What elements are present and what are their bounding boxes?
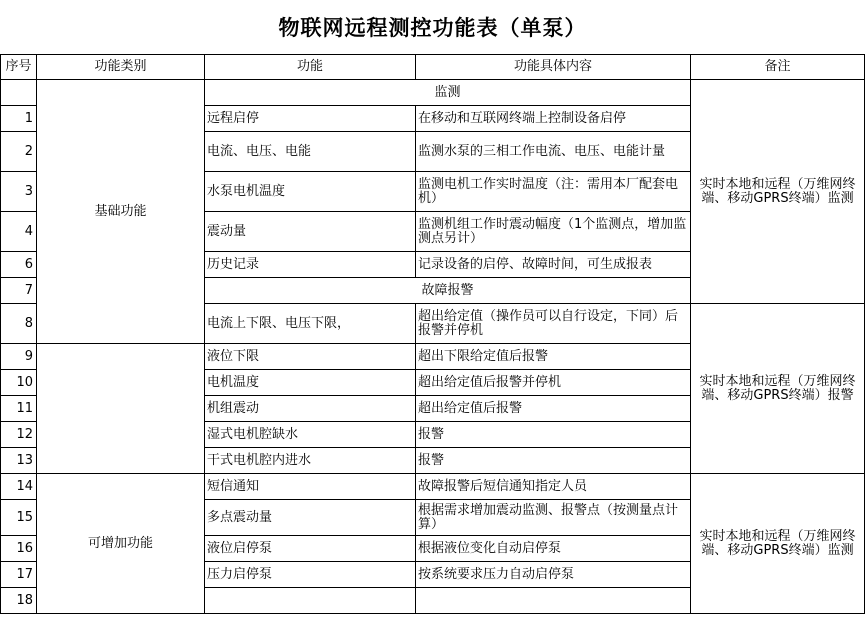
header-detail: 功能具体内容 <box>416 55 691 80</box>
function-table <box>0 54 865 614</box>
function-cell: 液位下限 <box>205 344 416 370</box>
category-basic-cont <box>37 344 205 474</box>
category-extra: 可增加功能 <box>37 474 205 614</box>
function-cell: 电机温度 <box>205 370 416 396</box>
remark-extra: 实时本地和远程（万维网终端、移动GPRS终端）监测 <box>691 474 865 614</box>
function-cell: 干式电机腔内进水 <box>205 448 416 474</box>
detail-cell: 根据需求增加震动监测、报警点（按测量点计算） <box>416 500 691 536</box>
function-cell: 液位启停泵 <box>205 536 416 562</box>
function-cell: 远程启停 <box>205 106 416 132</box>
detail-cell: 故障报警后短信通知指定人员 <box>416 474 691 500</box>
seq-cell: 10 <box>1 370 37 396</box>
function-cell: 短信通知 <box>205 474 416 500</box>
seq-cell: 7 <box>1 278 37 304</box>
seq-cell <box>1 80 37 106</box>
detail-cell <box>416 588 691 614</box>
seq-cell: 4 <box>1 212 37 252</box>
function-cell: 多点震动量 <box>205 500 416 536</box>
seq-cell: 3 <box>1 172 37 212</box>
seq-cell: 6 <box>1 252 37 278</box>
category-basic: 基础功能 <box>37 80 205 344</box>
detail-cell: 监测机组工作时震动幅度（1个监测点，增加监测点另计） <box>416 212 691 252</box>
table-row <box>1 474 865 500</box>
seq-cell: 18 <box>1 588 37 614</box>
detail-cell: 监测电机工作实时温度（注：需用本厂配套电机） <box>416 172 691 212</box>
detail-cell: 根据液位变化自动启停泵 <box>416 536 691 562</box>
section-alarm: 故障报警 <box>205 278 691 304</box>
detail-cell: 超出下限给定值后报警 <box>416 344 691 370</box>
seq-cell: 15 <box>1 500 37 536</box>
detail-cell: 超出给定值（操作员可以自行设定，下同）后报警并停机 <box>416 304 691 344</box>
header-category: 功能类别 <box>37 55 205 80</box>
detail-cell: 报警 <box>416 422 691 448</box>
seq-cell: 12 <box>1 422 37 448</box>
detail-cell: 按系统要求压力自动启停泵 <box>416 562 691 588</box>
seq-cell: 1 <box>1 106 37 132</box>
seq-cell: 11 <box>1 396 37 422</box>
header-remark: 备注 <box>691 55 865 80</box>
detail-cell: 监测水泵的三相工作电流、电压、电能计量 <box>416 132 691 172</box>
seq-cell: 17 <box>1 562 37 588</box>
function-cell: 历史记录 <box>205 252 416 278</box>
table-row <box>1 80 865 106</box>
function-cell <box>205 588 416 614</box>
seq-cell: 8 <box>1 304 37 344</box>
header-function: 功能 <box>205 55 416 80</box>
seq-cell: 13 <box>1 448 37 474</box>
seq-cell: 9 <box>1 344 37 370</box>
function-cell: 机组震动 <box>205 396 416 422</box>
function-cell: 电流、电压、电能 <box>205 132 416 172</box>
function-cell: 湿式电机腔缺水 <box>205 422 416 448</box>
header-seq: 序号 <box>1 55 37 80</box>
detail-cell: 超出给定值后报警 <box>416 396 691 422</box>
function-cell: 压力启停泵 <box>205 562 416 588</box>
seq-cell: 2 <box>1 132 37 172</box>
seq-cell: 14 <box>1 474 37 500</box>
section-monitor: 监测 <box>205 80 691 106</box>
detail-cell: 报警 <box>416 448 691 474</box>
header-row <box>1 55 865 80</box>
seq-cell: 16 <box>1 536 37 562</box>
detail-cell: 超出给定值后报警并停机 <box>416 370 691 396</box>
detail-cell: 在移动和互联网终端上控制设备启停 <box>416 106 691 132</box>
table-title: 物联网远程测控功能表（单泵） <box>278 16 587 40</box>
function-cell: 电流上下限、电压下限， <box>205 304 416 344</box>
remark-monitor: 实时本地和远程（万维网终端、移动GPRS终端）监测 <box>691 80 865 304</box>
detail-cell: 记录设备的启停、故障时间，可生成报表 <box>416 252 691 278</box>
function-cell: 震动量 <box>205 212 416 252</box>
remark-alarm: 实时本地和远程（万维网终端、移动GPRS终端）报警 <box>691 304 865 474</box>
function-cell: 水泵电机温度 <box>205 172 416 212</box>
